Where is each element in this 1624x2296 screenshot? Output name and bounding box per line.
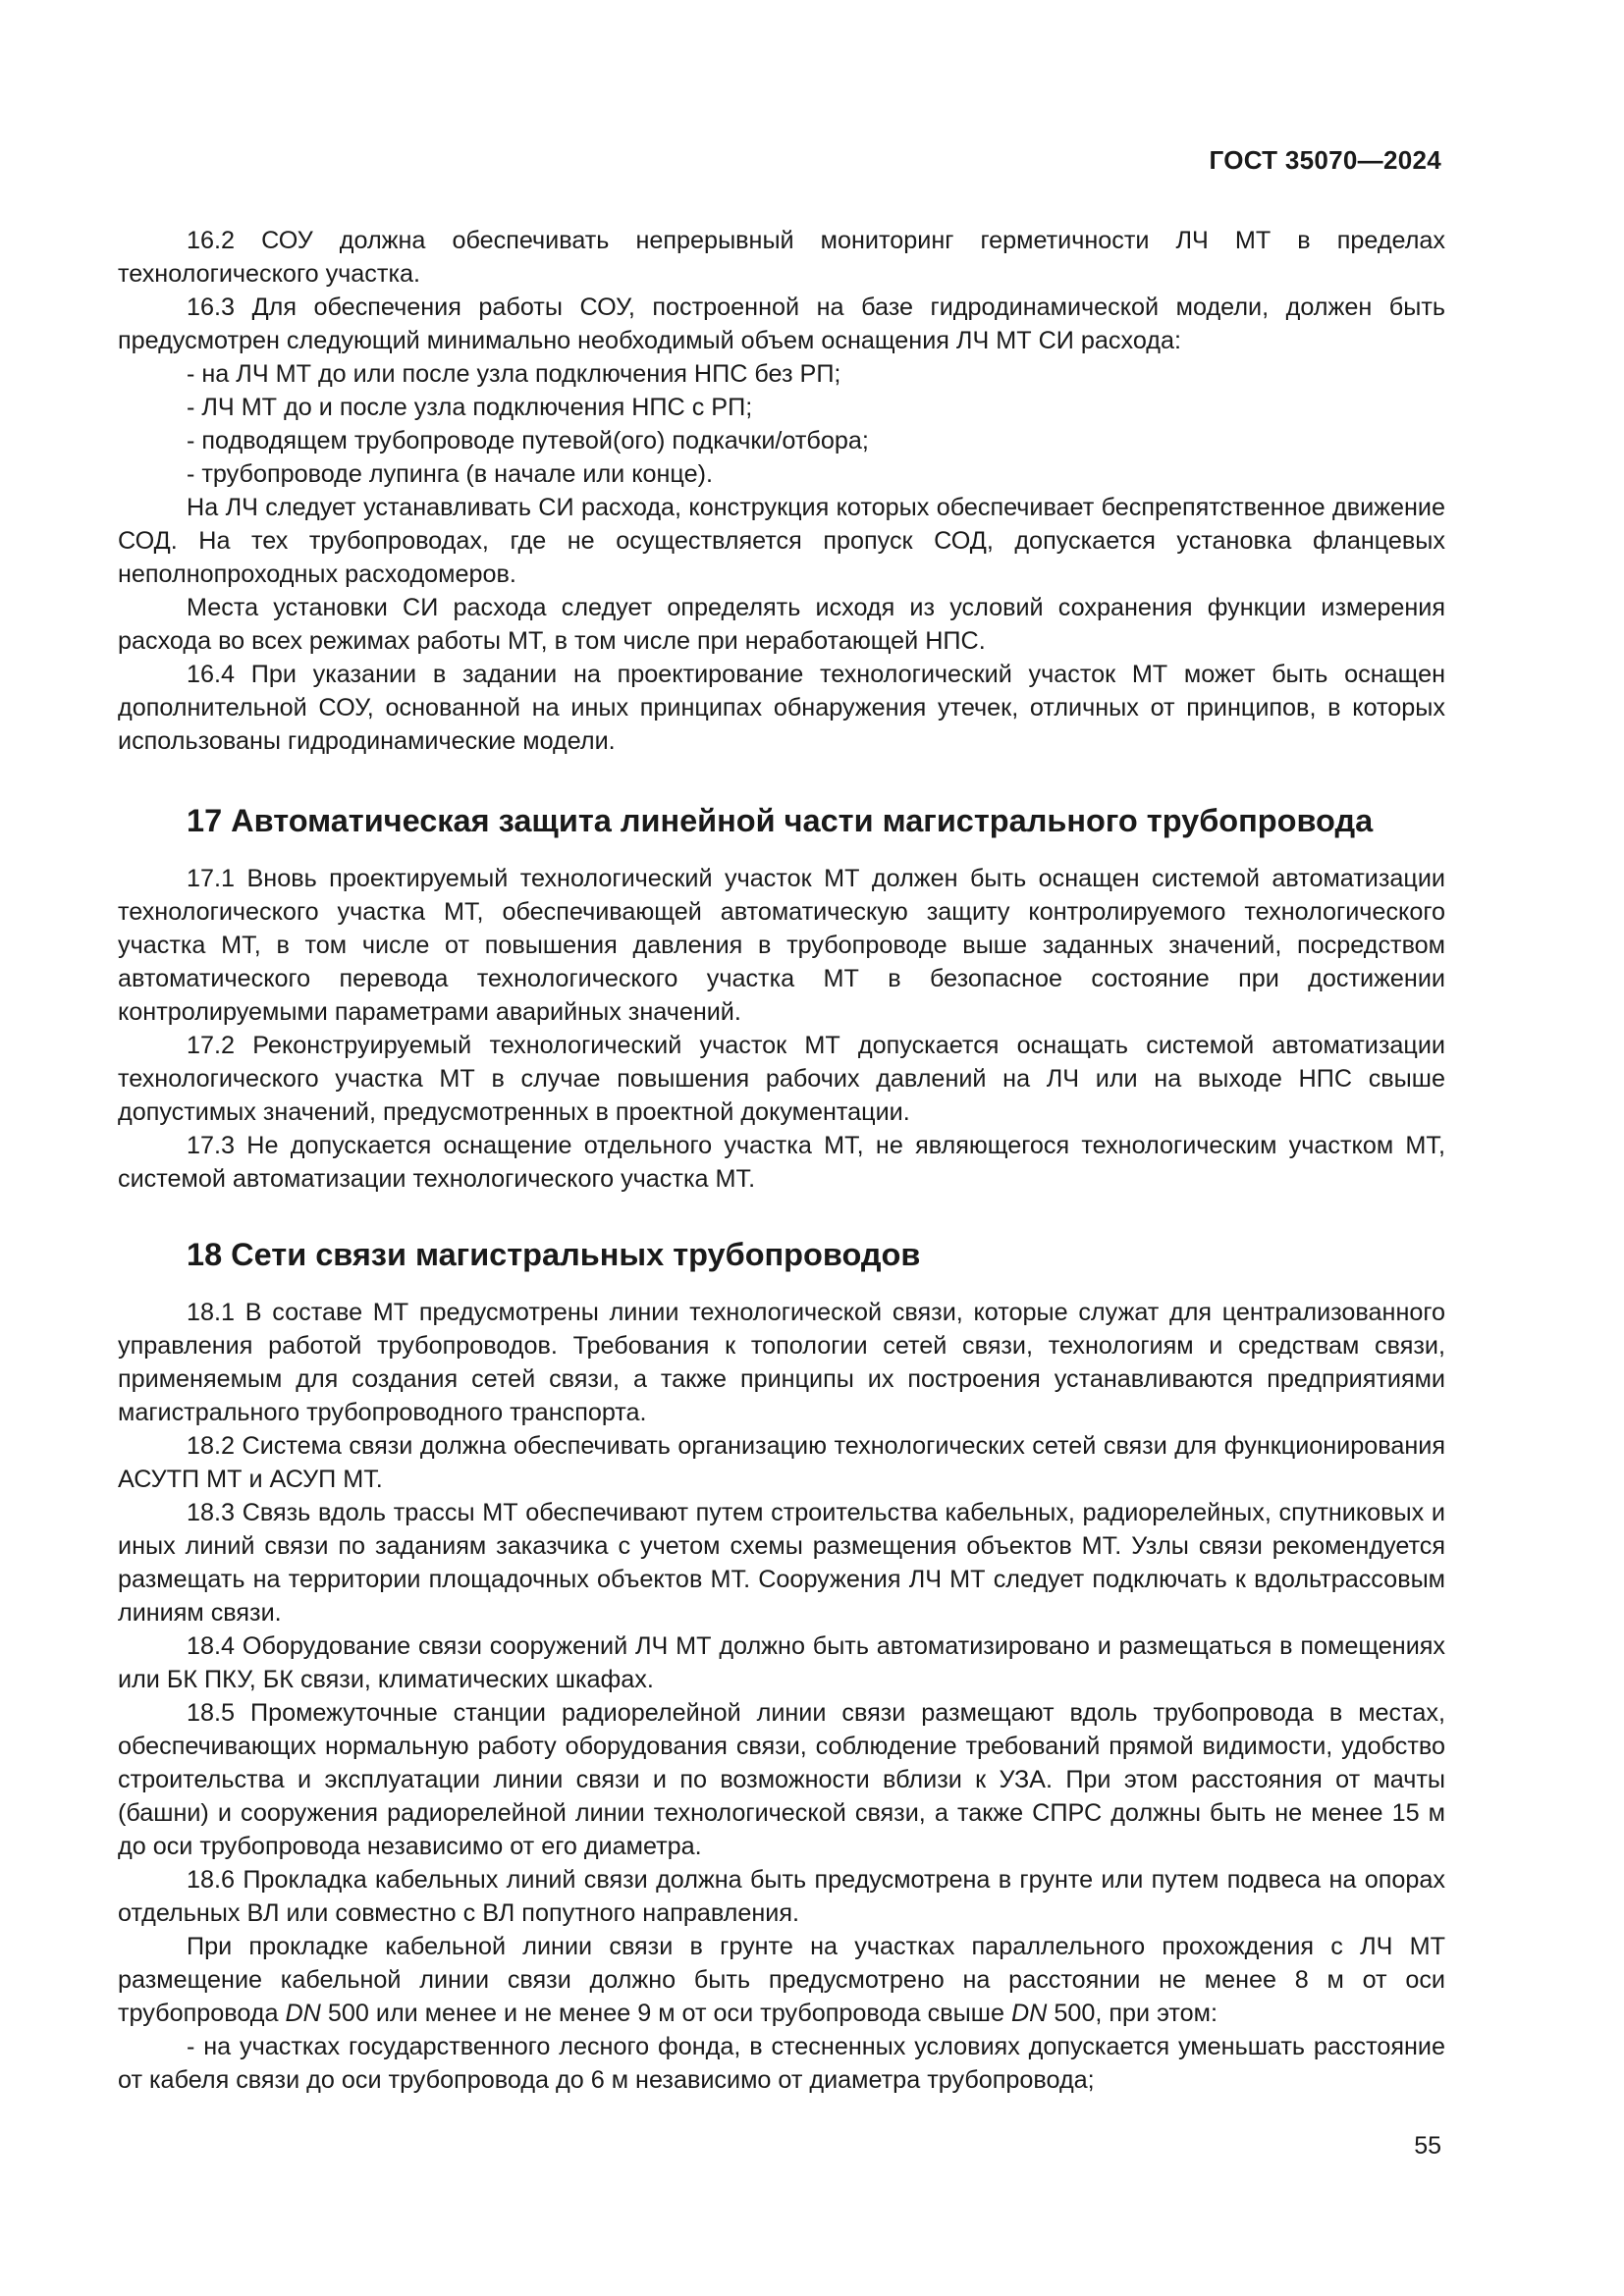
paragraph-16-2: 16.2 СОУ должна обеспечивать непрерывный мониторинг герметичности ЛЧ МТ в пределах технологического участка. [118, 227, 1445, 288]
list-item: - ЛЧ МТ до и после узла подключения НПС с РП; [187, 394, 753, 421]
paragraph-17-3: 17.3 Не допускается оснащение отдельного участка МТ, не являющегося технологическим участком МТ, системой автоматизации технологического участка МТ. [118, 1132, 1445, 1193]
paragraph-18-6: 18.6 Прокладка кабельных линий связи должна быть предусмотрена в грунте или путем подвеса на опорах отдельных ВЛ или совместно с ВЛ попутного направления. [118, 1866, 1445, 1927]
paragraph-16-3-locations: Места установки СИ расхода следует определять исходя из условий сохранения функции измерения расхода во всех режимах работы МТ, в том числе при неработающей НПС. [118, 594, 1445, 655]
document-id-header: ГОСТ 35070—2024 [1209, 145, 1441, 175]
text-run: При прокладке кабельной линии связи в грунте на участках параллельного прохождения с ЛЧ МТ размещение кабельной линии связи должно быть предусмотрено на расстоянии не менее 8 м от оси трубопровода [118, 1933, 1445, 2027]
text-run: 500 или менее и не менее 9 м от оси трубопровода свыше [320, 2000, 1011, 2027]
list-item: - трубопроводе лупинга (в начале или конце). [187, 460, 713, 488]
list-item: - подводящем трубопроводе путевой(ого) подкачки/отбора; [187, 427, 869, 454]
paragraph-18-2: 18.2 Система связи должна обеспечивать организацию технологических сетей связи для функционирования АСУТП МТ и АСУП МТ. [118, 1432, 1445, 1493]
paragraph-18-5: 18.5 Промежуточные станции радиорелейной линии связи размещают вдоль трубопровода в местах, обеспечивающих нормальную работу оборудования связи, соблюдение требований прямой видимости, удобство строительства и эксплуатации линии связи и по возможности вблизи к УЗА. При этом расстояния от мачты (башни) и сооружения радиорелейной линии технологической связи, а также СПРС должны быть не менее 15 м до оси трубопровода независимо от его диаметра. [118, 1699, 1445, 1860]
paragraph-16-3: 16.3 Для обеспечения работы СОУ, построенной на базе гидродинамической модели, должен быть предусмотрен следующий минимально необходимый объем оснащения ЛЧ МТ СИ расхода: [118, 294, 1445, 354]
paragraph-17-1: 17.1 Вновь проектируемый технологический участок МТ должен быть оснащен системой автоматизации технологического участка МТ, обеспечивающей автоматическую защиту контролируемого технологического участка МТ, в том числе от повышения давления в трубопроводе выше заданных значений, посредством автоматического перевода технологического участка МТ в безопасное состояние при достижении контролируемыми параметрами аварийных значений. [118, 865, 1445, 1026]
paragraph-18-6-distances [118, 1930, 1445, 2030]
list-item: - на ЛЧ МТ до или после узла подключения НПС без РП; [187, 360, 841, 388]
dn-symbol: DN [1010, 2000, 1048, 2027]
paragraph-18-1: 18.1 В составе МТ предусмотрены линии технологической связи, которые служат для централизованного управления работой трубопроводов. Требования к топологии сетей связи, технологиям и средствам связи, применяемым для создания сетей связи, а также принципы их построения устанавливаются предприятиями магистрального трубопроводного транспорта. [118, 1299, 1445, 1426]
paragraph-18-3: 18.3 Связь вдоль трассы МТ обеспечивают путем строительства кабельных, радиорелейных, спутниковых и иных линий связи по заданиям заказчика с учетом схемы размещения объектов МТ. Узлы связи рекомендуется размещать на территории площадочных объектов МТ. Сооружения ЛЧ МТ следует подключать к вдольтрассовым линиям связи. [118, 1499, 1445, 1627]
document-body [118, 224, 1445, 2097]
paragraph-16-3-flowmeters: На ЛЧ следует устанавливать СИ расхода, конструкция которых обеспечивает беспрепятственное движение СОД. На тех трубопроводах, где не осуществляется пропуск СОД, допускается установка фланцевых неполнопроходных расходомеров. [118, 494, 1445, 588]
paragraph-16-4: 16.4 При указании в задании на проектирование технологический участок МТ может быть оснащен дополнительной СОУ, основанной на иных принципах обнаружения утечек, отличных от принципов, в которых использованы гидродинамические модели. [118, 661, 1445, 755]
list-item: - на участках государственного лесного фонда, в стесненных условиях допускается уменьшать расстояние от кабеля связи до оси трубопровода до 6 м независимо от диаметра трубопровода; [118, 2033, 1445, 2094]
dn-symbol: DN [285, 2000, 321, 2027]
paragraph-17-2: 17.2 Реконструируемый технологический участок МТ допускается оснащать системой автоматизации технологического участка МТ в случае повышения рабочих давлений на ЛЧ или на выходе НПС свыше допустимых значений, предусмотренных в проектной документации. [118, 1032, 1445, 1126]
paragraph-18-4: 18.4 Оборудование связи сооружений ЛЧ МТ должно быть автоматизировано и размещаться в помещениях или БК ПКУ, БК связи, климатических шкафах. [118, 1632, 1445, 1693]
section-heading-18: 18 Сети связи магистральных трубопроводов [187, 1237, 921, 1272]
section-heading-17: 17 Автоматическая защита линейной части магистрального трубопровода [187, 803, 1374, 838]
page-number: 55 [1414, 2132, 1441, 2160]
text-run: 500, при этом: [1047, 2000, 1218, 2027]
